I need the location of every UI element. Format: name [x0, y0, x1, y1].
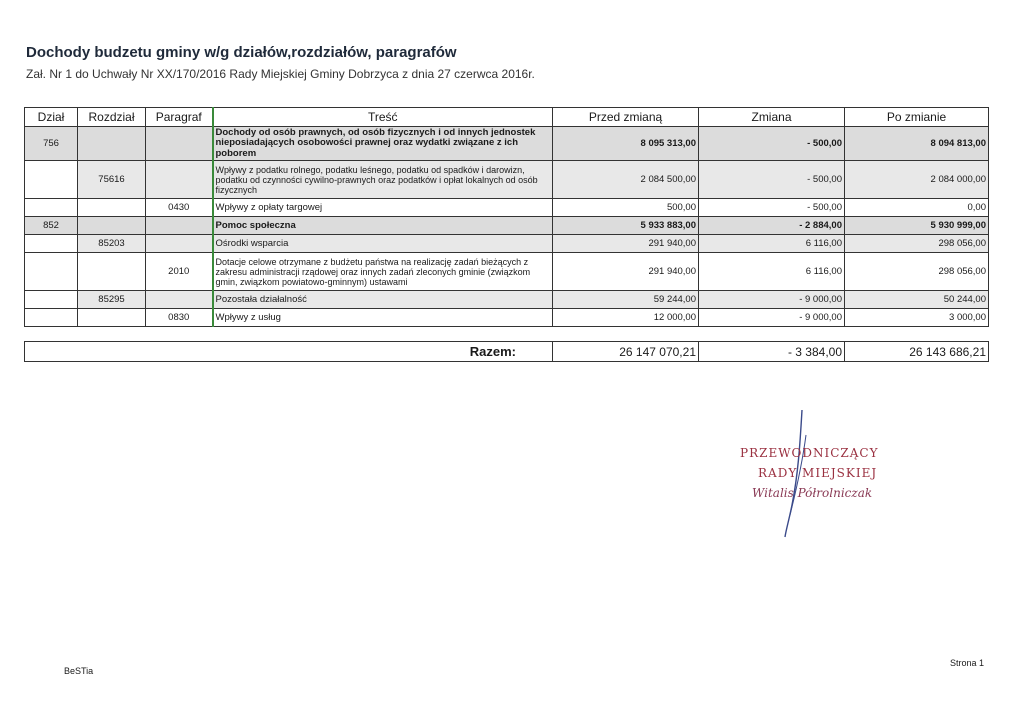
cell-zmiana: 6 116,00: [699, 253, 845, 291]
total-table: [24, 341, 989, 362]
col-header-tresc: Treść: [213, 108, 553, 127]
cell-rozdzial: 75616: [78, 161, 146, 199]
cell-zmiana: 6 116,00: [699, 235, 845, 253]
cell-paragraf: [146, 291, 213, 309]
cell-tresc: Wpływy z opłaty targowej: [213, 199, 553, 217]
table-row: [25, 127, 989, 161]
cell-zmiana: - 9 000,00: [699, 291, 845, 309]
footer-software-label: BeSTia: [64, 666, 94, 676]
stamp-line-3: Witalis Półrolniczak: [752, 486, 873, 500]
income-table: [24, 107, 989, 327]
cell-paragraf: [146, 127, 213, 161]
total-po: 26 143 686,21: [845, 342, 989, 362]
official-stamp: [740, 443, 880, 503]
table-row: [25, 217, 989, 235]
total-przed: 26 147 070,21: [553, 342, 699, 362]
cell-paragraf: [146, 161, 213, 199]
col-header-zmiana: Zmiana: [699, 108, 845, 127]
stamp-line-2: RADY MIEJSKIEJ: [758, 466, 878, 480]
cell-przed: 291 940,00: [553, 253, 699, 291]
col-header-przed: Przed zmianą: [553, 108, 699, 127]
cell-zmiana: - 500,00: [699, 161, 845, 199]
total-zmiana: - 3 384,00: [699, 342, 845, 362]
cell-paragraf: [146, 217, 213, 235]
cell-przed: 12 000,00: [553, 309, 699, 327]
cell-dzial: [25, 199, 78, 217]
cell-zmiana: - 2 884,00: [699, 217, 845, 235]
total-row: [25, 342, 989, 362]
col-header-rozdzial: Rozdział: [78, 108, 146, 127]
cell-tresc: Pomoc społeczna: [213, 217, 553, 235]
cell-rozdzial: [78, 127, 146, 161]
cell-zmiana: - 500,00: [699, 199, 845, 217]
cell-dzial: [25, 253, 78, 291]
cell-przed: 500,00: [553, 199, 699, 217]
col-header-dzial: Dział: [25, 108, 78, 127]
cell-rozdzial: [78, 309, 146, 327]
cell-przed: 59 244,00: [553, 291, 699, 309]
cell-rozdzial: 85295: [78, 291, 146, 309]
cell-paragraf: 0830: [146, 309, 213, 327]
cell-dzial: [25, 291, 78, 309]
cell-tresc: Ośrodki wsparcia: [213, 235, 553, 253]
col-header-paragraf: Paragraf: [146, 108, 213, 127]
cell-zmiana: - 500,00: [699, 127, 845, 161]
cell-po: 298 056,00: [845, 253, 989, 291]
cell-rozdzial: 85203: [78, 235, 146, 253]
cell-paragraf: [146, 235, 213, 253]
cell-po: 3 000,00: [845, 309, 989, 327]
cell-tresc: Pozostała działalność: [213, 291, 553, 309]
cell-tresc: Dotacje celowe otrzymane z budżetu państwa na realizację zadań bieżących z zakresu administracji rządowej oraz innych zadań zleconych gminie (związkom gmin, związkom powiatowo-gminnym) ustawami: [213, 253, 553, 291]
table-row: [25, 309, 989, 327]
table-row: [25, 161, 989, 199]
stamp-line-1: PRZEWODNICZĄCY: [740, 446, 879, 460]
cell-przed: 5 933 883,00: [553, 217, 699, 235]
cell-dzial: [25, 309, 78, 327]
cell-paragraf: 0430: [146, 199, 213, 217]
footer-page-number: Strona 1: [950, 658, 985, 668]
cell-zmiana: - 9 000,00: [699, 309, 845, 327]
cell-przed: 2 084 500,00: [553, 161, 699, 199]
table-row: [25, 235, 989, 253]
cell-paragraf: 2010: [146, 253, 213, 291]
cell-rozdzial: [78, 253, 146, 291]
cell-po: 5 930 999,00: [845, 217, 989, 235]
col-header-po: Po zmianie: [845, 108, 989, 127]
cell-po: 8 094 813,00: [845, 127, 989, 161]
cell-dzial: 852: [25, 217, 78, 235]
page-subtitle: Zał. Nr 1 do Uchwały Nr XX/170/2016 Rady Miejskiej Gminy Dobrzyca z dnia 27 czerwca 2016r.: [26, 67, 535, 81]
table-row: [25, 253, 989, 291]
cell-rozdzial: [78, 217, 146, 235]
cell-rozdzial: [78, 199, 146, 217]
cell-po: 298 056,00: [845, 235, 989, 253]
cell-dzial: [25, 161, 78, 199]
cell-dzial: 756: [25, 127, 78, 161]
page-title: Dochody budzetu gminy w/g działów,rozdziałów, paragrafów: [26, 44, 457, 61]
total-label: Razem:: [25, 342, 553, 362]
table-row: [25, 291, 989, 309]
cell-tresc: Dochody od osób prawnych, od osób fizycznych i od innych jednostek nieposiadających osobowości prawnej oraz wydatki związane z ich poborem: [213, 127, 553, 161]
cell-po: 2 084 000,00: [845, 161, 989, 199]
cell-przed: 8 095 313,00: [553, 127, 699, 161]
cell-po: 0,00: [845, 199, 989, 217]
table-row: [25, 199, 989, 217]
cell-po: 50 244,00: [845, 291, 989, 309]
cell-tresc: Wpływy z podatku rolnego, podatku leśnego, podatku od spadków i darowizn, podatku od czynności cywilno-prawnych oraz podatków i opłat lokalnych od osób fizycznych: [213, 161, 553, 199]
cell-dzial: [25, 235, 78, 253]
table-header-row: [25, 108, 989, 127]
cell-tresc: Wpływy z usług: [213, 309, 553, 327]
cell-przed: 291 940,00: [553, 235, 699, 253]
